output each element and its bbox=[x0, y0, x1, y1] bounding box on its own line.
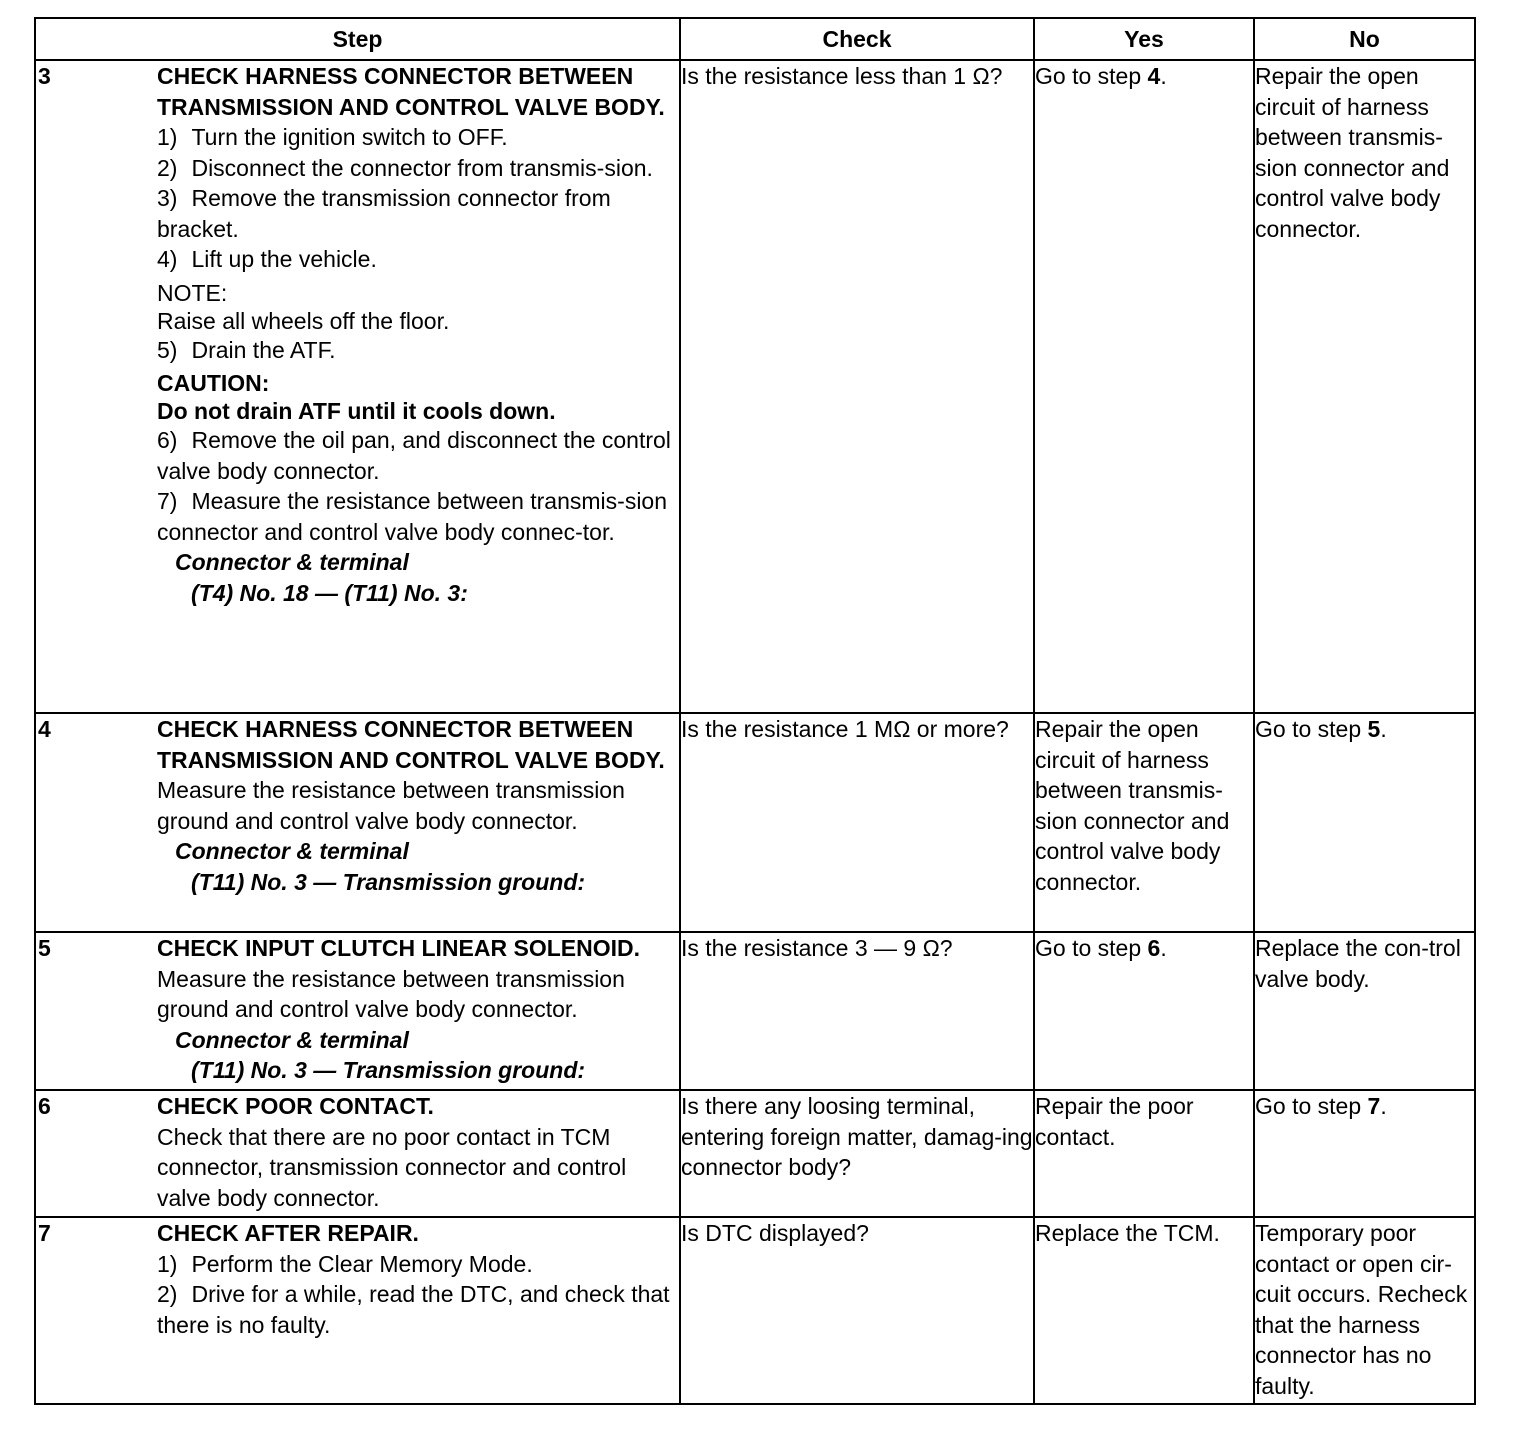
note-heading: NOTE: bbox=[157, 279, 228, 306]
step-body bbox=[157, 1091, 679, 1213]
connector-value: (T11) No. 3 — Transmission ground: bbox=[191, 868, 586, 895]
step-title: CHECK HARNESS CONNECTOR BETWEEN TRANSMISSION AND CONTROL VALVE BODY. bbox=[157, 63, 665, 120]
step-reference: 5 bbox=[1367, 716, 1381, 742]
check-cell: Is there any loosing terminal, entering foreign matter, damag-ing connector body? bbox=[680, 1090, 1034, 1217]
yes-cell: Go to step 4. bbox=[1034, 60, 1254, 713]
step-number: 6 bbox=[38, 1093, 51, 1119]
step-number: 4 bbox=[38, 716, 51, 742]
step-number: 3 bbox=[38, 63, 51, 89]
yes-cell: Replace the TCM. bbox=[1034, 1217, 1254, 1404]
step-item: 5) Drain the ATF. bbox=[157, 336, 336, 363]
step-number: 5 bbox=[38, 935, 51, 961]
step-cell bbox=[35, 1217, 680, 1404]
connector-value: (T4) No. 18 — (T11) No. 3: bbox=[191, 579, 468, 606]
check-cell: Is DTC displayed? bbox=[680, 1217, 1034, 1404]
step-cell bbox=[35, 1090, 680, 1217]
no-cell: Repair the open circuit of harness between transmis-sion connector and control valve body connector. bbox=[1254, 60, 1475, 713]
caution-text: Do not drain ATF until it cools down. bbox=[157, 398, 556, 424]
step-item: 7) Measure the resistance between transmis-sion connector and control valve body connec-tor. bbox=[157, 488, 668, 545]
step-title: CHECK POOR CONTACT. bbox=[157, 1093, 434, 1119]
yes-cell: Repair the poor contact. bbox=[1034, 1090, 1254, 1217]
yes-cell: Go to step 6. bbox=[1034, 932, 1254, 1090]
step-description: Check that there are no poor contact in TCM connector, transmission connector and control valve body connector. bbox=[157, 1123, 627, 1211]
step-number: 7 bbox=[38, 1220, 51, 1246]
step-title: CHECK HARNESS CONNECTOR BETWEEN TRANSMISSION AND CONTROL VALVE BODY. bbox=[157, 716, 665, 773]
step-reference: 4 bbox=[1147, 63, 1161, 89]
step-cell bbox=[35, 60, 680, 713]
step-item: 6) Remove the oil pan, and disconnect the control valve body connector. bbox=[157, 427, 671, 484]
step-reference: 7 bbox=[1367, 1093, 1381, 1119]
step-item: 3) Remove the transmission connector from bracket. bbox=[157, 185, 611, 242]
step-item: 2) Disconnect the connector from transmis-sion. bbox=[157, 154, 653, 181]
check-cell: Is the resistance 3 — 9 Ω? bbox=[680, 932, 1034, 1090]
step-cell bbox=[35, 713, 680, 932]
yes-cell: Repair the open circuit of harness between transmis-sion connector and control valve body connector. bbox=[1034, 713, 1254, 932]
step-body bbox=[157, 1218, 679, 1340]
check-cell: Is the resistance less than 1 Ω? bbox=[680, 60, 1034, 713]
step-title: CHECK AFTER REPAIR. bbox=[157, 1220, 419, 1246]
header-no: No bbox=[1254, 18, 1475, 60]
step-title: CHECK INPUT CLUTCH LINEAR SOLENOID. bbox=[157, 935, 640, 961]
step-description: Measure the resistance between transmission ground and control valve body connector. bbox=[157, 777, 625, 834]
step-cell bbox=[35, 932, 680, 1090]
connector-label: Connector & terminal bbox=[175, 1026, 409, 1053]
connector-label: Connector & terminal bbox=[175, 549, 409, 575]
note-text: Raise all wheels off the floor. bbox=[157, 307, 450, 334]
step-item: 1) Perform the Clear Memory Mode. bbox=[157, 1250, 533, 1277]
check-cell: Is the resistance 1 MΩ or more? bbox=[680, 713, 1034, 932]
no-cell: Go to step 5. bbox=[1254, 713, 1475, 932]
no-cell: Go to step 7. bbox=[1254, 1090, 1475, 1217]
step-body bbox=[157, 933, 679, 1086]
table-row-step-4 bbox=[35, 713, 1475, 932]
table-row-step-3 bbox=[35, 60, 1475, 713]
header-step: Step bbox=[35, 18, 680, 60]
header-check: Check bbox=[680, 18, 1034, 60]
no-cell: Temporary poor contact or open cir-cuit occurs. Recheck that the harness connector has no faulty. bbox=[1254, 1217, 1475, 1404]
table-header-row bbox=[35, 18, 1475, 60]
step-body bbox=[157, 714, 679, 897]
table-row-step-7 bbox=[35, 1217, 1475, 1404]
step-item: 4) Lift up the vehicle. bbox=[157, 246, 377, 272]
step-item: 2) Drive for a while, read the DTC, and check that there is no faulty. bbox=[157, 1281, 670, 1338]
caution-heading: CAUTION: bbox=[157, 370, 270, 396]
connector-label: Connector & terminal bbox=[175, 838, 409, 864]
no-cell: Replace the con-trol valve body. bbox=[1254, 932, 1475, 1090]
diagnostic-table bbox=[34, 17, 1476, 1405]
connector-value: (T11) No. 3 — Transmission ground: bbox=[191, 1057, 586, 1083]
step-item: 1) Turn the ignition switch to OFF. bbox=[157, 124, 508, 150]
table-row-step-5 bbox=[35, 932, 1475, 1090]
step-body bbox=[157, 61, 679, 608]
step-reference: 6 bbox=[1147, 935, 1161, 961]
step-description: Measure the resistance between transmission ground and control valve body connector. bbox=[157, 965, 625, 1022]
table-row-step-6 bbox=[35, 1090, 1475, 1217]
header-yes: Yes bbox=[1034, 18, 1254, 60]
